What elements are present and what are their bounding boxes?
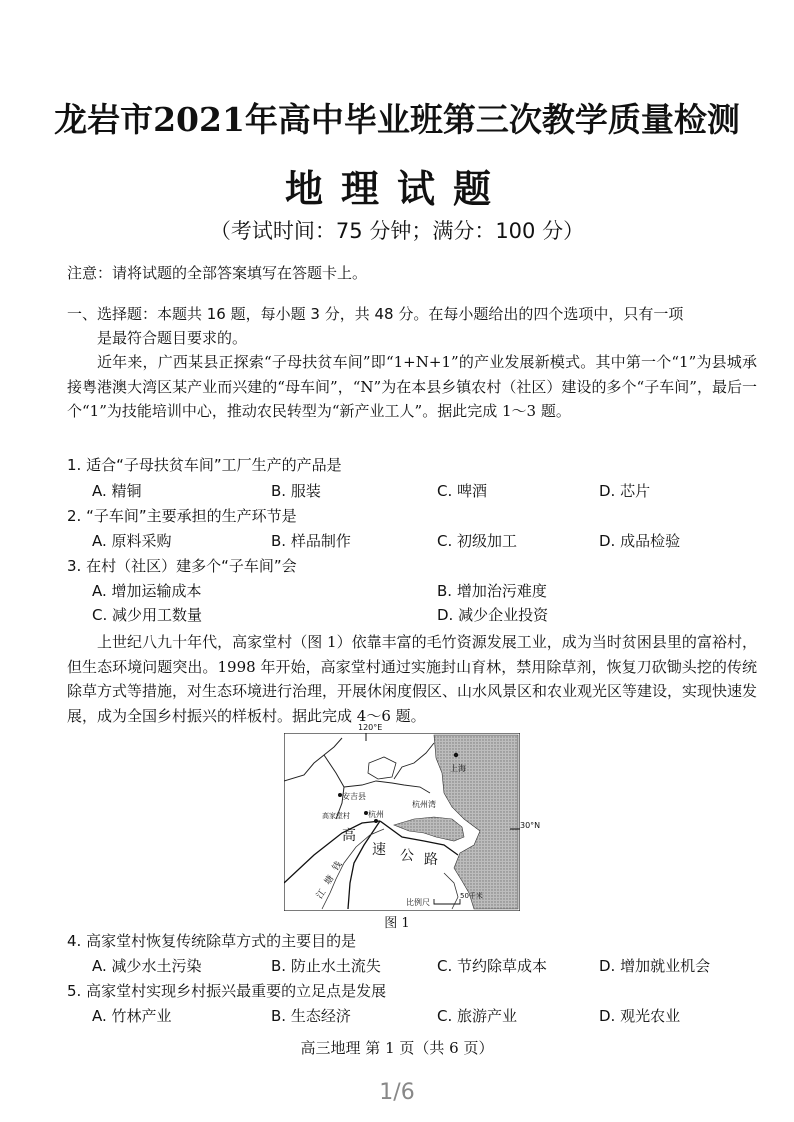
river-char-1: 钱	[331, 859, 345, 873]
question-3-stem: 3. 在村（社区）建多个“子车间”会	[67, 557, 297, 575]
q4-option-d[interactable]: D. 增加就业机会	[599, 957, 711, 975]
passage-2: 上世纪八九十年代，高家堂村（图 1）依靠丰富的毛竹资源发展工业，成为当时贫困县里的富裕村，但生态环境问题突出。1998 年开始，高家堂村通过实施封山育林，禁用除草剂，恢复刀砍锄头挖的传统除草方式等措施，对生态环境进行治理，开展休闲度假区、山水风景区和农业观光区等建设，实现快速发展，成为全国乡村振兴的样板村。据此完成 4～6 题。	[67, 633, 758, 725]
road-char-4: 路	[424, 852, 438, 868]
scale-value: 50千米	[460, 892, 483, 900]
q1-option-a[interactable]: A. 精铜	[92, 482, 142, 500]
q1-option-b[interactable]: B. 服装	[271, 482, 321, 500]
river-char-3: 江	[315, 887, 329, 901]
q2-option-b[interactable]: B. 样品制作	[271, 532, 351, 550]
passage-1: 近年来，广西某县正探索“子母扶贫车间”即“1+N+1”的产业发展新模式。其中第一个“1”为县城承接粤港澳大湾区某产业而兴建的“母车间”，“N”为在本县乡镇农村（社区）建设的多个“子车间”，最后一个“1”为技能培训中心，推动农民转型为“新产业工人”。据此完成 1～3 题。	[67, 353, 757, 420]
question-5-stem: 5. 高家堂村实现乡村振兴最重要的立足点是发展	[67, 982, 387, 1000]
road-char-3: 公	[400, 848, 414, 864]
gaojiatang-label: 高家堂村	[322, 812, 350, 820]
q1-option-d[interactable]: D. 芯片	[599, 482, 651, 500]
q2-option-a[interactable]: A. 原料采购	[92, 532, 172, 550]
q4-option-b[interactable]: B. 防止水土流失	[271, 957, 381, 975]
q3-option-d[interactable]: D. 减少企业投资	[437, 606, 549, 624]
scale-label: 比例尺	[406, 898, 430, 907]
notice-text: 注意：请将试题的全部答案填写在答题卡上。	[67, 264, 368, 282]
question-1-stem: 1. 适合“子母扶贫车间”工厂生产的产品是	[67, 456, 342, 474]
q3-option-c[interactable]: C. 减少用工数量	[92, 606, 203, 624]
q4-option-c[interactable]: C. 节约除草成本	[437, 957, 548, 975]
exam-title: 龙岩市2021年高中毕业班第三次教学质量检测	[54, 100, 740, 139]
hangzhou-label: 杭州	[368, 810, 384, 819]
river-char-2: 塘	[323, 873, 337, 887]
section-heading-line2: 是最符合题目要求的。	[97, 329, 248, 347]
q5-option-b[interactable]: B. 生态经济	[271, 1007, 351, 1025]
q1-option-c[interactable]: C. 啤酒	[437, 482, 488, 500]
q5-option-a[interactable]: A. 竹林产业	[92, 1007, 172, 1025]
shanghai-label: 上海	[450, 764, 466, 773]
latitude-label: 30°N	[520, 821, 541, 830]
map-graphic	[284, 733, 520, 911]
hangzhou-bay-label: 杭州湾	[412, 800, 436, 809]
figure-1-map	[284, 723, 541, 911]
figure-caption: 图 1	[384, 916, 410, 931]
q3-option-a[interactable]: A. 增加运输成本	[92, 582, 202, 600]
section-heading-line1: 一、选择题：本题共 16 题，每小题 3 分，共 48 分。在每小题给出的四个选项中，只有一项	[67, 305, 684, 323]
q5-option-c[interactable]: C. 旅游产业	[437, 1007, 518, 1025]
road-char-1: 高	[342, 828, 356, 844]
anji-label: 安吉县	[342, 792, 366, 801]
q5-option-d[interactable]: D. 观光农业	[599, 1007, 681, 1025]
q2-option-d[interactable]: D. 成品检验	[599, 532, 681, 550]
road-char-2: 速	[372, 842, 386, 858]
q4-option-a[interactable]: A. 减少水土污染	[92, 957, 202, 975]
longitude-label: 120°E	[358, 723, 383, 732]
question-2-stem: 2. “子车间”主要承担的生产环节是	[67, 507, 297, 525]
q3-option-b[interactable]: B. 增加治污难度	[437, 582, 547, 600]
subject-title: 地理试题	[284, 166, 509, 211]
section-heading	[67, 302, 683, 350]
exam-info: （考试时间：75 分钟；满分：100 分）	[209, 219, 585, 243]
question-4-stem: 4. 高家堂村恢复传统除草方式的主要目的是	[67, 932, 357, 950]
page-indicator: 1/6	[379, 1080, 415, 1105]
q2-option-c[interactable]: C. 初级加工	[437, 532, 518, 550]
page-footer: 高三地理 第 1 页（共 6 页）	[300, 1039, 494, 1057]
